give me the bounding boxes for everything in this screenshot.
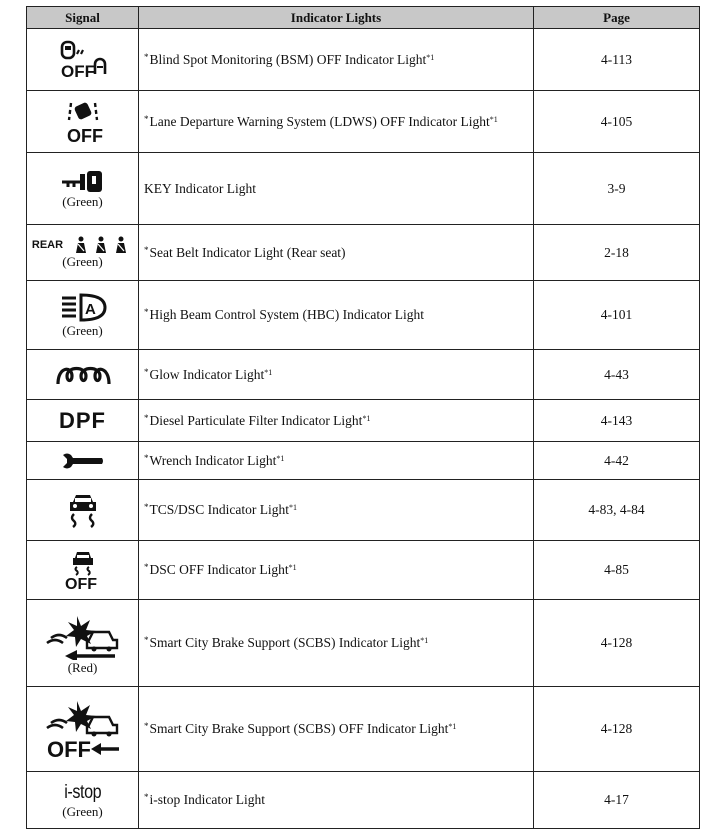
asterisk-mark: * — [144, 635, 149, 645]
tcs-dsc-icon — [65, 492, 101, 528]
signal-cell — [27, 480, 139, 541]
page-reference: 3-9 — [534, 153, 700, 225]
table-row — [27, 225, 700, 281]
scbs-off-icon — [43, 699, 123, 759]
ldws-off-icon — [63, 100, 103, 144]
page-reference: 4-85 — [534, 541, 700, 600]
asterisk-mark: * — [144, 412, 149, 423]
indicator-name: DSC OFF Indicator Light — [149, 562, 289, 577]
svg-text:OFF: OFF — [66, 125, 103, 144]
indicator-name-cell — [139, 153, 534, 225]
indicator-name-cell — [139, 772, 534, 829]
dpf-icon: DPF — [59, 407, 106, 433]
indicator-name-cell — [139, 281, 534, 350]
page-reference: 4-101 — [534, 281, 700, 350]
rear-seat-belt-icon — [32, 236, 133, 254]
indicator-name: TCS/DSC Indicator Light — [149, 502, 289, 517]
color-note: (Red) — [67, 659, 98, 675]
table-row — [27, 153, 700, 225]
color-note: (Green) — [62, 254, 103, 269]
indicator-name-cell — [139, 29, 534, 91]
signal-column-header: Signal — [27, 7, 139, 29]
indicator-name: KEY Indicator Light — [144, 180, 256, 196]
color-note: (Green) — [62, 322, 103, 338]
i-stop-icon: i-stop — [64, 781, 101, 803]
table-row — [27, 480, 700, 541]
signal-cell — [27, 153, 139, 225]
footnote-mark: *1 — [289, 503, 297, 512]
indicator-name-cell — [139, 350, 534, 400]
footnote-mark: *1 — [420, 636, 429, 645]
page-reference: 4-42 — [534, 442, 700, 480]
indicator-column-header: Indicator Lights — [139, 7, 534, 29]
indicator-lights-table — [26, 6, 700, 829]
key-icon — [58, 168, 108, 194]
indicator-name-cell — [139, 600, 534, 687]
rear-label: REAR — [31, 239, 64, 251]
asterisk-mark: * — [144, 244, 149, 255]
wrench-icon — [61, 451, 105, 471]
asterisk-mark: * — [144, 366, 149, 377]
signal-cell — [27, 772, 139, 829]
signal-cell — [27, 350, 139, 400]
asterisk-mark: * — [144, 721, 149, 731]
asterisk-mark: * — [144, 307, 149, 317]
indicator-name: Smart City Brake Support (SCBS) OFF Indicator Light — [149, 721, 449, 736]
indicator-name-cell — [139, 480, 534, 541]
signal-cell — [27, 687, 139, 772]
indicator-name-cell — [139, 541, 534, 600]
svg-text:OFF: OFF — [60, 61, 95, 80]
page-reference: 4-43 — [534, 350, 700, 400]
indicator-name-cell — [139, 225, 534, 281]
svg-text:OFF: OFF — [46, 737, 91, 759]
table-header-row — [27, 7, 700, 29]
bsm-off-icon — [58, 40, 108, 80]
signal-cell — [27, 281, 139, 350]
footnote-mark: *1 — [489, 114, 498, 124]
table-row — [27, 400, 700, 442]
dsc-off-icon — [62, 550, 104, 590]
footnote-mark: *1 — [448, 722, 457, 731]
indicator-name-cell — [139, 687, 534, 772]
indicator-name: High Beam Control System (HBC) Indicator Light — [149, 307, 424, 322]
table-row — [27, 772, 700, 829]
footnote-mark: *1 — [362, 413, 371, 423]
signal-cell — [27, 442, 139, 480]
table-row — [27, 687, 700, 772]
signal-cell — [27, 541, 139, 600]
indicator-name: Seat Belt Indicator Light (Rear seat) — [149, 244, 346, 260]
scbs-icon — [43, 612, 123, 660]
asterisk-mark: * — [144, 562, 149, 572]
indicator-name-cell — [139, 91, 534, 153]
svg-text:A: A — [84, 300, 96, 318]
footnote-mark: *1 — [276, 453, 285, 463]
asterisk-mark: * — [144, 792, 149, 802]
footnote-mark: *1 — [264, 367, 273, 377]
indicator-name: Glow Indicator Light — [149, 366, 265, 382]
signal-cell — [27, 600, 139, 687]
page-reference: 4-17 — [534, 772, 700, 829]
table-row — [27, 442, 700, 480]
page-reference: 4-105 — [534, 91, 700, 153]
color-note: (Green) — [62, 803, 103, 819]
asterisk-mark: * — [144, 113, 149, 124]
table-row — [27, 91, 700, 153]
high-beam-auto-icon — [59, 293, 107, 323]
table-row — [27, 29, 700, 91]
svg-text:OFF: OFF — [64, 576, 97, 590]
page-reference: 4-113 — [534, 29, 700, 91]
seat-belt-person-icon — [73, 236, 133, 254]
signal-cell — [27, 91, 139, 153]
indicator-name: Lane Departure Warning System (LDWS) OFF Indicator Light — [149, 113, 490, 129]
indicator-name-cell — [139, 442, 534, 480]
indicator-name: Smart City Brake Support (SCBS) Indicator Light — [149, 635, 421, 650]
page-column-header: Page — [534, 7, 700, 29]
indicator-name: i-stop Indicator Light — [149, 792, 265, 807]
page-reference: 4-143 — [534, 400, 700, 442]
asterisk-mark: * — [144, 502, 149, 512]
glow-plug-icon — [55, 362, 111, 388]
footnote-mark: *1 — [426, 52, 435, 62]
page-reference: 2-18 — [534, 225, 700, 281]
footnote-mark: *1 — [288, 563, 297, 572]
page-reference: 4-128 — [534, 600, 700, 687]
page-reference: 4-83, 4-84 — [534, 480, 700, 541]
table-row — [27, 600, 700, 687]
asterisk-mark: * — [144, 452, 149, 463]
signal-cell — [27, 29, 139, 91]
indicator-name: Wrench Indicator Light — [149, 452, 277, 468]
indicator-name: Diesel Particulate Filter Indicator Light — [149, 412, 363, 428]
signal-cell — [27, 225, 139, 281]
indicator-name-cell — [139, 400, 534, 442]
asterisk-mark: * — [144, 51, 149, 62]
table-row — [27, 541, 700, 600]
table-row — [27, 281, 700, 350]
color-note: (Green) — [62, 194, 103, 209]
page-reference: 4-128 — [534, 687, 700, 772]
indicator-name: Blind Spot Monitoring (BSM) OFF Indicator Light — [149, 51, 427, 67]
table-row — [27, 350, 700, 400]
signal-cell — [27, 400, 139, 442]
